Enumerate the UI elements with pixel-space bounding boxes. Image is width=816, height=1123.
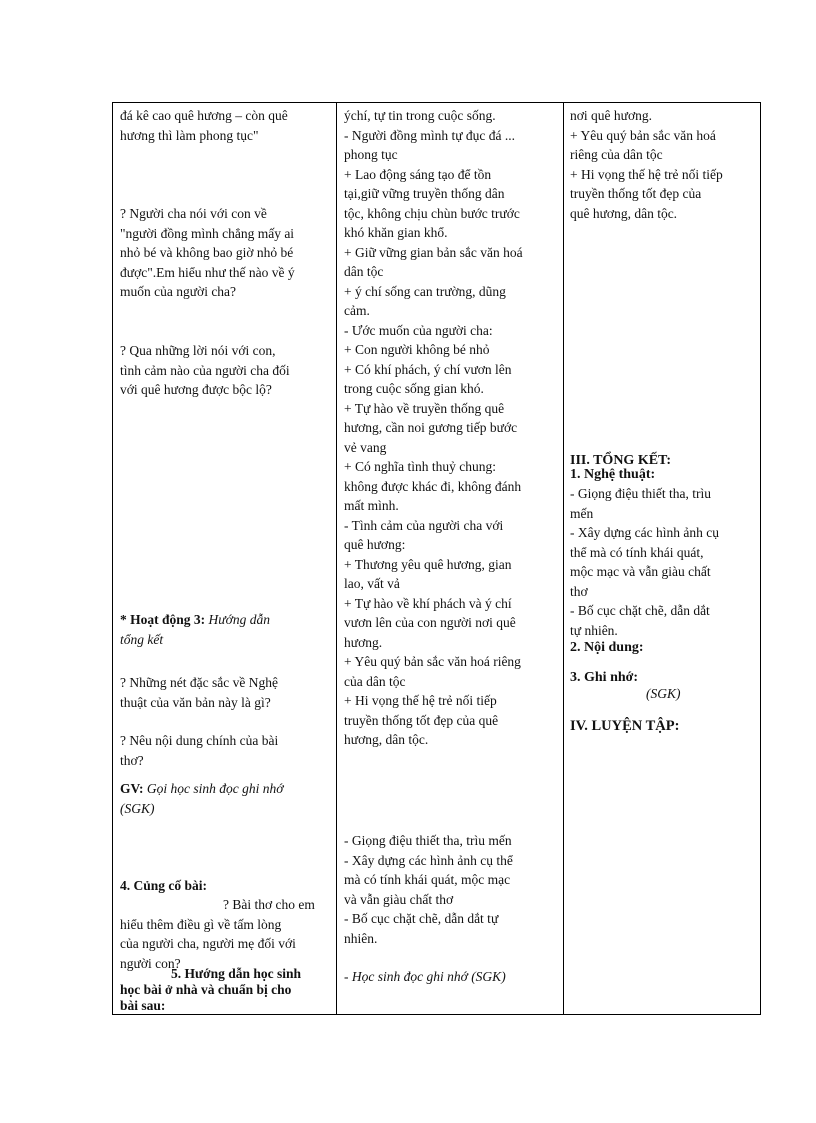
col2-answers: ýchí, tự tin trong cuộc sống. - Người đồng mình tự đục đá ... phong tục + Lao động sáng tạo để tồn tại,giữ vững truyền thống dân tộc, không chịu chùn bước trước khó khăn gian khổ. + Giữ vững gian bản sắc văn hoá dân tộc + ý chí sống can trường, dũng cảm. - Ước muốn của người cha: + Con người không bé nhỏ + Có khí phách, ý chí vươn lên trong cuộc sống gian khó. + Tự hào về truyền thống quê hương, cần noi gương tiếp bước vẻ vang + Có nghĩa tình thuỷ chung: không được khác đi, không đánh mất mình. - Tình cảm của người cha với quê hương: + Thương yêu quê hương, gian lao, vất vả + Tự hào về khí phách và ý chí vươn lên của con người nơi quê hương. + Yêu quý bản sắc văn hoá riêng của dân tộc + Hi vọng thế hệ trẻ nối tiếp truyền thống tốt đẹp của quê hương, dân tộc. xyxy=(344,108,523,747)
col3-summary: nơi quê hương. + Yêu quý bản sắc văn hoá riêng của dân tộc + Hi vọng thế hệ trẻ nối tiếp truyền thống tốt đẹp của quê hương, dân tộc. xyxy=(570,108,723,221)
column-divider-1 xyxy=(336,103,337,1014)
col2-memo-instruction: - Học sinh đọc ghi nhớ (SGK) xyxy=(344,969,506,984)
col1-paragraph-1: đá kê cao quê hương – còn quê hương thì làm phong tục" xyxy=(120,108,288,143)
teacher-note: GV: Gọi học sinh đọc ghi nhớ (SGK) xyxy=(120,781,284,816)
memo-reference: (SGK) xyxy=(646,686,681,701)
column-divider-2 xyxy=(563,103,564,1014)
col1-question-content: ? Nêu nội dung chính của bài thơ? xyxy=(120,733,279,768)
col3-art-lines: - Giọng điệu thiết tha, trìu mến - Xây dựng các hình ảnh cụ thể mà có tính khái quát, mộc mạc và vẫn giàu chất thơ - Bố cục chặt chẽ, dẫn dắt tự nhiên. xyxy=(570,486,720,638)
col1-question-1: ? Người cha nói với con về "người đồng mình chẳng mấy ai nhỏ bé và không bao giờ nhỏ bé được".Em hiểu như thế nào về ý muốn của người cha? xyxy=(120,206,295,299)
section-3-title: III. TỔNG KẾT: xyxy=(570,453,672,468)
col2-art-summary: - Giọng điệu thiết tha, trìu mến - Xây dựng các hình ảnh cụ thể mà có tính khái quát, mộc mạc và vẫn giàu chất thơ - Bố cục chặt chẽ, dẫn dắt tự nhiên. xyxy=(344,833,513,946)
activity-3-heading: * Hoạt động 3: Hướng dẫn tổng kết xyxy=(120,612,270,647)
content-title: 2. Nội dung: xyxy=(570,640,644,655)
section-4-title: 4. Củng cố bài: xyxy=(120,878,208,893)
section-5-title: 5. Hướng dẫn học sinh học bài ở nhà và chuẩn bị cho bài sau: xyxy=(120,966,301,1013)
art-title: 1. Nghệ thuật: xyxy=(570,467,656,482)
col1-question-art: ? Những nét đặc sắc về Nghệ thuật của văn bản này là gì? xyxy=(120,675,279,710)
memo-title: 3. Ghi nhớ: xyxy=(570,670,639,685)
lesson-table xyxy=(112,102,761,1015)
col1-question-2: ? Qua những lời nói với con, tình cảm nào của người cha đối với quê hương được bộc lộ? xyxy=(120,343,290,397)
section-4-question: ? Bài thơ cho em hiểu thêm điều gì về tấm lòng của người cha, người mẹ đối với người con? xyxy=(120,897,315,971)
section-4-practice-title: IV. LUYỆN TẬP: xyxy=(570,718,680,734)
